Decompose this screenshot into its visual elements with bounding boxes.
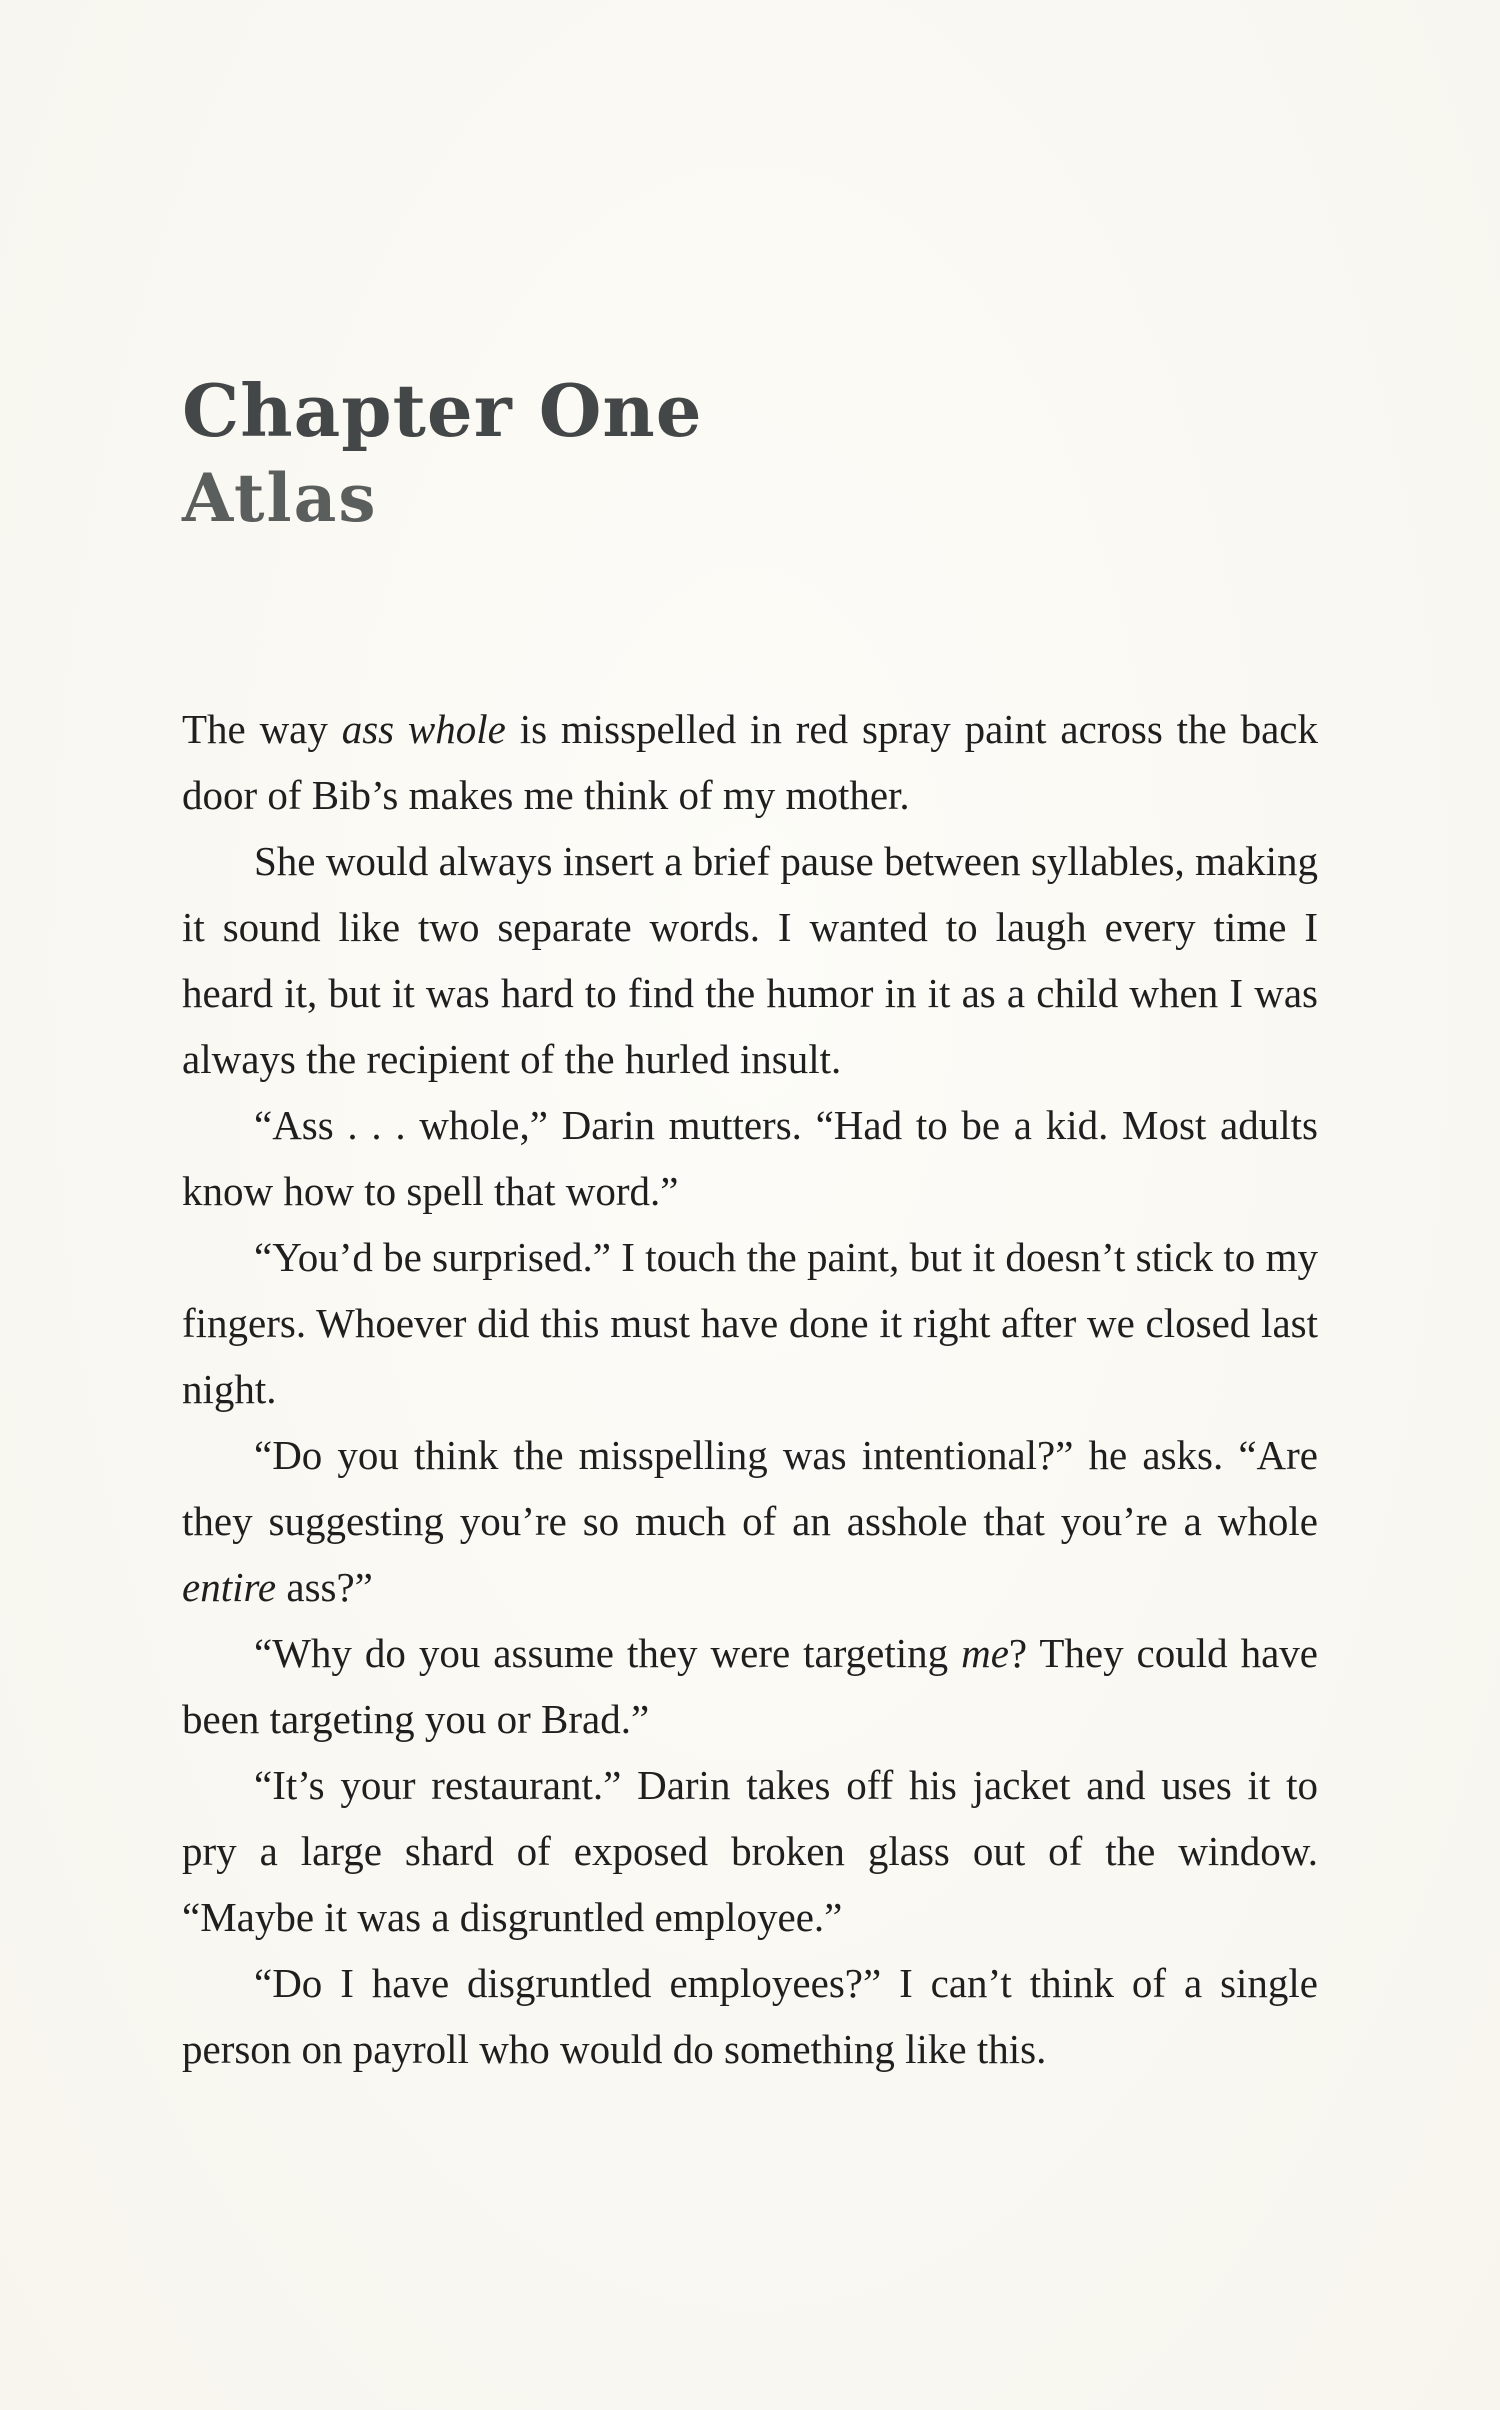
chapter-title: Atlas: [182, 459, 378, 537]
text-segment: She would always insert a brief pause between syllables, making it sound like two separate words. I wanted to laugh every time I heard it, but it was hard to find the humor in it as a child when I was always the recipient of the hurled insult.: [182, 838, 1318, 1082]
body-text: [182, 696, 1318, 2082]
paragraph: [182, 696, 1318, 828]
text-segment: ? They could have been targeting you or Brad.”: [182, 1630, 1318, 1742]
text-segment: “Ass . . . whole,” Darin mutters. “Had to be a kid. Most adults know how to spell that word.”: [182, 1102, 1318, 1214]
paragraph: [182, 1422, 1318, 1620]
text-segment: The way: [182, 706, 342, 752]
paragraph: [182, 1752, 1318, 1950]
text-segment: is misspelled in red spray paint across the back door of Bib’s makes me think of my mother.: [182, 706, 1318, 818]
text-segment: “Why do you assume they were targeting: [254, 1630, 962, 1676]
italic-text: ass whole: [341, 706, 506, 752]
text-segment: “You’d be surprised.” I touch the paint, but it doesn’t stick to my fingers. Whoever did this must have done it right after we closed last night.: [182, 1234, 1318, 1412]
chapter-heading: [182, 368, 703, 537]
text-segment: “It’s your restaurant.” Darin takes off his jacket and uses it to pry a large shard of exposed broken glass out of the window. “Maybe it was a disgruntled employee.”: [182, 1762, 1318, 1940]
text-segment: “Do I have disgruntled employees?” I can’t think of a single person on payroll who would do something like this.: [182, 1960, 1318, 2072]
italic-text: entire: [182, 1564, 277, 1610]
paragraph: [182, 1950, 1318, 2082]
chapter-number: Chapter One: [182, 368, 703, 453]
text-segment: ass?”: [276, 1564, 373, 1610]
paragraph: [182, 828, 1318, 1092]
paragraph: [182, 1092, 1318, 1224]
paragraph: [182, 1620, 1318, 1752]
paragraph: [182, 1224, 1318, 1422]
text-segment: “Do you think the misspelling was intentional?” he asks. “Are they suggesting you’re so much of an asshole that you’re a whole: [182, 1432, 1318, 1544]
italic-text: me: [961, 1630, 1009, 1676]
